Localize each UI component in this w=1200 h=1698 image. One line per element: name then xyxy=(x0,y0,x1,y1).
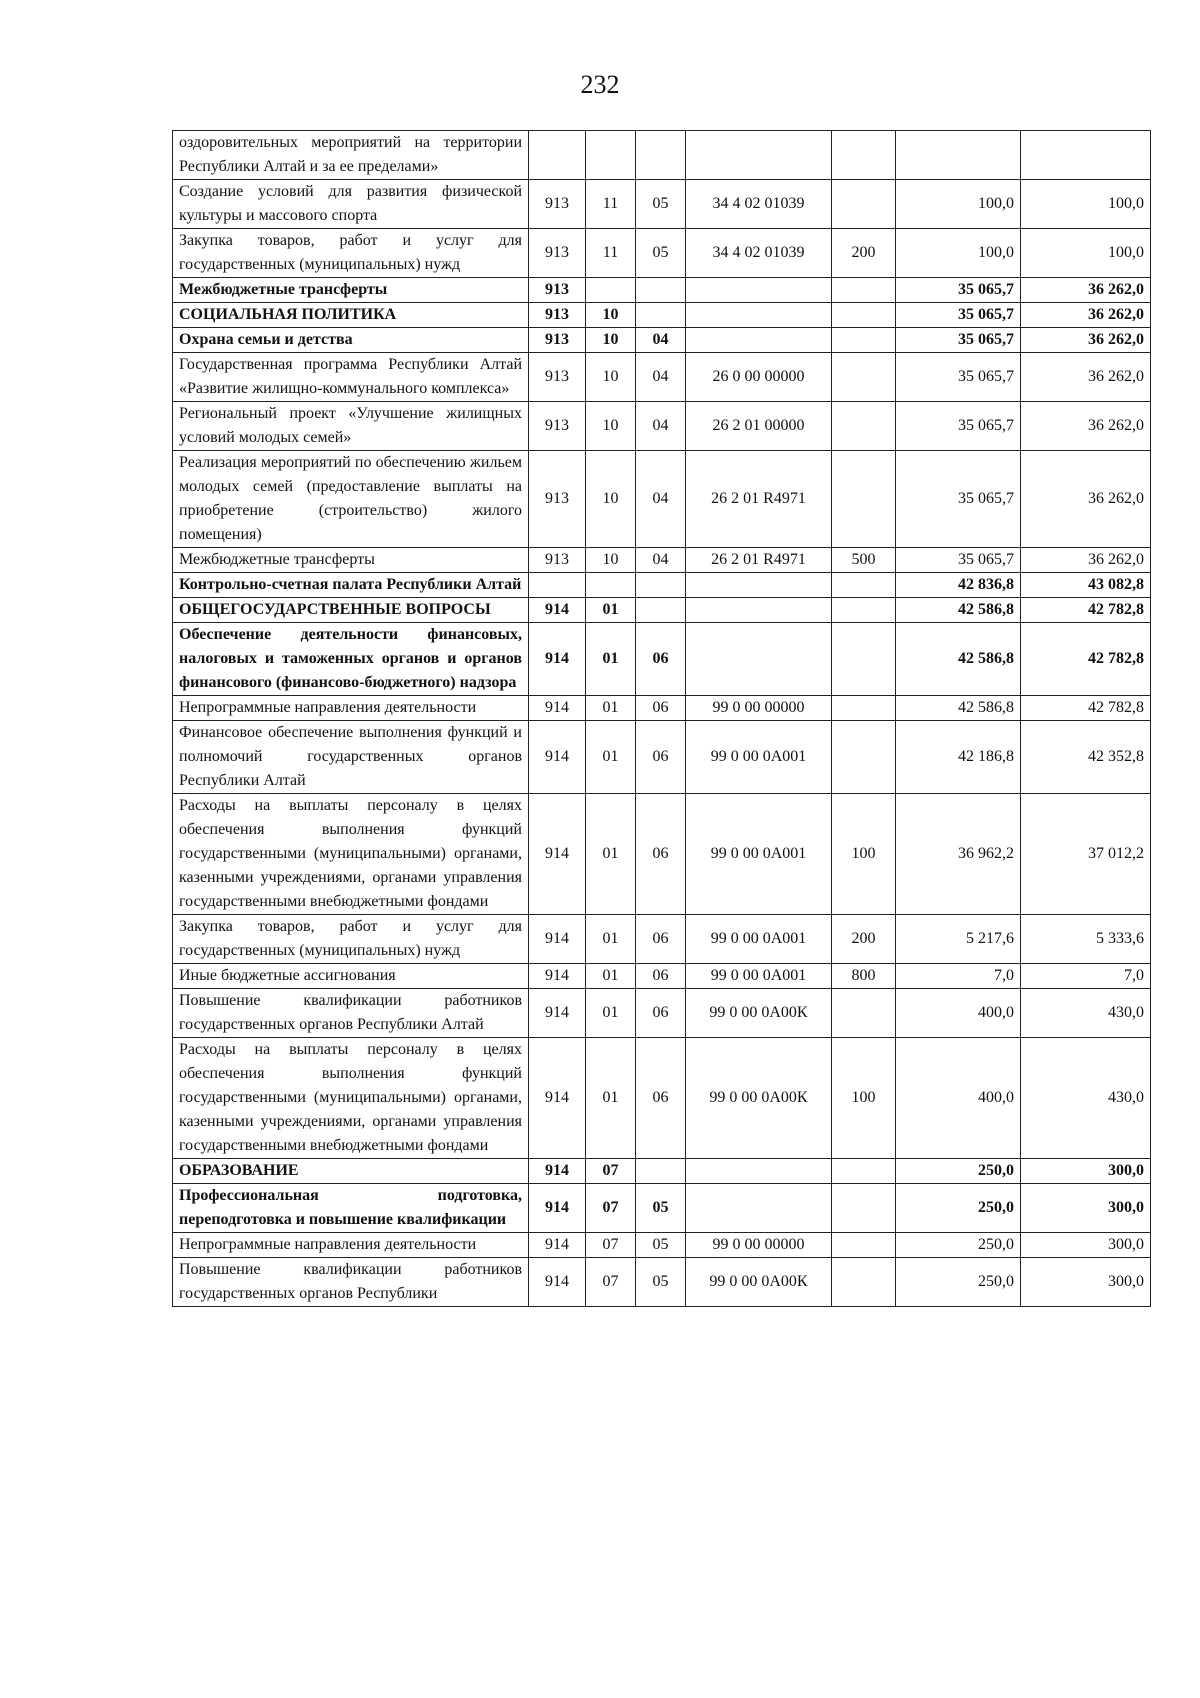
row-expense-type xyxy=(832,402,896,451)
row-admin-code: 913 xyxy=(529,180,586,229)
row-amount-year2: 5 333,6 xyxy=(1021,915,1151,964)
row-target-article: 99 0 00 00000 xyxy=(686,696,832,721)
row-section-code: 07 xyxy=(586,1258,636,1307)
row-name: Охрана семьи и детства xyxy=(173,328,529,353)
row-amount-year2: 36 262,0 xyxy=(1021,303,1151,328)
row-admin-code: 913 xyxy=(529,229,586,278)
row-amount-year2: 36 262,0 xyxy=(1021,548,1151,573)
row-target-article xyxy=(686,303,832,328)
row-expense-type: 200 xyxy=(832,915,896,964)
row-expense-type xyxy=(832,353,896,402)
row-section-code: 11 xyxy=(586,229,636,278)
row-section-code: 01 xyxy=(586,1038,636,1159)
table-row xyxy=(173,180,1151,229)
table-row xyxy=(173,229,1151,278)
row-expense-type: 100 xyxy=(832,1038,896,1159)
row-admin-code: 914 xyxy=(529,1233,586,1258)
row-amount-year2: 37 012,2 xyxy=(1021,794,1151,915)
table-row xyxy=(173,1159,1151,1184)
row-amount-year1: 35 065,7 xyxy=(896,278,1021,303)
table-row xyxy=(173,278,1151,303)
row-target-article xyxy=(686,1184,832,1233)
row-expense-type xyxy=(832,303,896,328)
row-amount-year1: 100,0 xyxy=(896,180,1021,229)
row-target-article xyxy=(686,573,832,598)
row-subsection-code xyxy=(636,303,686,328)
table-row xyxy=(173,989,1151,1038)
row-amount-year2: 42 782,8 xyxy=(1021,623,1151,696)
row-amount-year2: 36 262,0 xyxy=(1021,328,1151,353)
row-expense-type xyxy=(832,696,896,721)
row-subsection-code: 06 xyxy=(636,1038,686,1159)
row-amount-year1: 36 962,2 xyxy=(896,794,1021,915)
row-subsection-code xyxy=(636,1159,686,1184)
table-row xyxy=(173,623,1151,696)
row-amount-year1 xyxy=(896,131,1021,180)
row-amount-year1: 5 217,6 xyxy=(896,915,1021,964)
row-target-article xyxy=(686,328,832,353)
row-amount-year2: 100,0 xyxy=(1021,180,1151,229)
row-amount-year2: 100,0 xyxy=(1021,229,1151,278)
row-name: ОБЩЕГОСУДАРСТВЕННЫЕ ВОПРОСЫ xyxy=(173,598,529,623)
row-admin-code: 913 xyxy=(529,353,586,402)
row-subsection-code: 04 xyxy=(636,548,686,573)
row-admin-code: 913 xyxy=(529,303,586,328)
row-expense-type: 200 xyxy=(832,229,896,278)
row-section-code: 01 xyxy=(586,623,636,696)
row-expense-type: 800 xyxy=(832,964,896,989)
row-admin-code: 914 xyxy=(529,1184,586,1233)
row-section-code: 10 xyxy=(586,548,636,573)
row-target-article: 26 2 01 R4971 xyxy=(686,548,832,573)
row-amount-year2: 36 262,0 xyxy=(1021,278,1151,303)
row-name: Непрограммные направления деятельности xyxy=(173,696,529,721)
row-target-article: 26 2 01 R4971 xyxy=(686,451,832,548)
row-expense-type xyxy=(832,180,896,229)
row-amount-year1: 35 065,7 xyxy=(896,402,1021,451)
row-expense-type xyxy=(832,451,896,548)
row-target-article xyxy=(686,131,832,180)
row-name: Государственная программа Республики Алтай «Развитие жилищно-коммунального комплекса» xyxy=(173,353,529,402)
table-row xyxy=(173,402,1151,451)
row-subsection-code xyxy=(636,131,686,180)
row-name: Профессиональная подготовка, переподготовка и повышение квалификации xyxy=(173,1184,529,1233)
row-name: ОБРАЗОВАНИЕ xyxy=(173,1159,529,1184)
row-name: СОЦИАЛЬНАЯ ПОЛИТИКА xyxy=(173,303,529,328)
row-expense-type xyxy=(832,1159,896,1184)
row-name: Закупка товаров, работ и услуг для государственных (муниципальных) нужд xyxy=(173,915,529,964)
row-section-code: 01 xyxy=(586,989,636,1038)
row-admin-code: 913 xyxy=(529,402,586,451)
row-target-article xyxy=(686,278,832,303)
row-amount-year1: 250,0 xyxy=(896,1233,1021,1258)
row-section-code: 01 xyxy=(586,964,636,989)
row-amount-year2: 42 782,8 xyxy=(1021,696,1151,721)
row-target-article: 26 2 01 00000 xyxy=(686,402,832,451)
row-amount-year2: 430,0 xyxy=(1021,1038,1151,1159)
row-subsection-code: 06 xyxy=(636,721,686,794)
row-name: Расходы на выплаты персоналу в целях обеспечения выполнения функций государственными (муниципальными) органами, казенными учреждениями, органами управления государственными внебюджетными фондами xyxy=(173,1038,529,1159)
row-section-code: 01 xyxy=(586,598,636,623)
table-row xyxy=(173,573,1151,598)
row-amount-year2: 300,0 xyxy=(1021,1184,1151,1233)
row-amount-year1: 42 836,8 xyxy=(896,573,1021,598)
row-expense-type: 500 xyxy=(832,548,896,573)
row-subsection-code: 04 xyxy=(636,353,686,402)
row-expense-type xyxy=(832,1184,896,1233)
row-name: Закупка товаров, работ и услуг для государственных (муниципальных) нужд xyxy=(173,229,529,278)
row-name: Контрольно-счетная палата Республики Алтай xyxy=(173,573,529,598)
row-subsection-code: 04 xyxy=(636,402,686,451)
row-admin-code: 913 xyxy=(529,451,586,548)
row-amount-year2: 43 082,8 xyxy=(1021,573,1151,598)
row-name: Повышение квалификации работников государственных органов Республики xyxy=(173,1258,529,1307)
table-row xyxy=(173,696,1151,721)
row-section-code: 10 xyxy=(586,402,636,451)
table-row xyxy=(173,328,1151,353)
row-amount-year1: 250,0 xyxy=(896,1184,1021,1233)
row-admin-code xyxy=(529,573,586,598)
row-admin-code: 914 xyxy=(529,794,586,915)
row-amount-year2: 300,0 xyxy=(1021,1159,1151,1184)
row-expense-type xyxy=(832,131,896,180)
row-target-article: 99 0 00 0А001 xyxy=(686,794,832,915)
row-amount-year1: 35 065,7 xyxy=(896,353,1021,402)
row-subsection-code: 06 xyxy=(636,989,686,1038)
row-subsection-code xyxy=(636,278,686,303)
row-admin-code: 914 xyxy=(529,964,586,989)
row-subsection-code: 04 xyxy=(636,451,686,548)
row-target-article xyxy=(686,598,832,623)
row-target-article: 99 0 00 0А00К xyxy=(686,1258,832,1307)
table-row xyxy=(173,131,1151,180)
row-section-code xyxy=(586,573,636,598)
row-admin-code: 914 xyxy=(529,1258,586,1307)
row-amount-year1: 400,0 xyxy=(896,989,1021,1038)
row-admin-code: 914 xyxy=(529,1159,586,1184)
row-target-article: 26 0 00 00000 xyxy=(686,353,832,402)
row-target-article: 99 0 00 0А00К xyxy=(686,1038,832,1159)
row-subsection-code: 05 xyxy=(636,229,686,278)
row-name: оздоровительных мероприятий на территории Республики Алтай и за ее пределами» xyxy=(173,131,529,180)
row-subsection-code: 05 xyxy=(636,1184,686,1233)
row-expense-type xyxy=(832,721,896,794)
table-row xyxy=(173,303,1151,328)
row-admin-code xyxy=(529,131,586,180)
row-subsection-code: 06 xyxy=(636,623,686,696)
table-row xyxy=(173,1258,1151,1307)
row-expense-type xyxy=(832,328,896,353)
row-subsection-code: 05 xyxy=(636,1258,686,1307)
row-name: Иные бюджетные ассигнования xyxy=(173,964,529,989)
row-section-code: 10 xyxy=(586,451,636,548)
row-expense-type xyxy=(832,573,896,598)
row-amount-year1: 42 586,8 xyxy=(896,623,1021,696)
row-amount-year1: 42 586,8 xyxy=(896,696,1021,721)
row-amount-year1: 250,0 xyxy=(896,1159,1021,1184)
row-amount-year2 xyxy=(1021,131,1151,180)
row-amount-year2: 42 782,8 xyxy=(1021,598,1151,623)
row-subsection-code: 06 xyxy=(636,794,686,915)
row-admin-code: 914 xyxy=(529,696,586,721)
table-row xyxy=(173,721,1151,794)
table-row xyxy=(173,598,1151,623)
row-admin-code: 914 xyxy=(529,598,586,623)
row-name: Финансовое обеспечение выполнения функций и полномочий государственных органов Республики Алтай xyxy=(173,721,529,794)
row-expense-type xyxy=(832,1258,896,1307)
row-target-article: 99 0 00 0А001 xyxy=(686,721,832,794)
table-row xyxy=(173,1184,1151,1233)
row-target-article: 99 0 00 0А001 xyxy=(686,964,832,989)
row-subsection-code: 06 xyxy=(636,964,686,989)
row-section-code: 07 xyxy=(586,1184,636,1233)
row-amount-year1: 35 065,7 xyxy=(896,451,1021,548)
row-amount-year2: 36 262,0 xyxy=(1021,402,1151,451)
row-amount-year2: 36 262,0 xyxy=(1021,353,1151,402)
row-amount-year2: 430,0 xyxy=(1021,989,1151,1038)
table-row xyxy=(173,1038,1151,1159)
row-section-code xyxy=(586,131,636,180)
table-row xyxy=(173,451,1151,548)
row-amount-year1: 42 586,8 xyxy=(896,598,1021,623)
row-expense-type xyxy=(832,1233,896,1258)
row-expense-type: 100 xyxy=(832,794,896,915)
row-admin-code: 914 xyxy=(529,623,586,696)
row-target-article: 99 0 00 0А001 xyxy=(686,915,832,964)
row-section-code: 07 xyxy=(586,1159,636,1184)
row-target-article xyxy=(686,623,832,696)
row-name: Расходы на выплаты персоналу в целях обеспечения выполнения функций государственными (муниципальными) органами, казенными учреждениями, органами управления государственными внебюджетными фондами xyxy=(173,794,529,915)
row-subsection-code: 05 xyxy=(636,1233,686,1258)
row-amount-year1: 35 065,7 xyxy=(896,328,1021,353)
table-body xyxy=(173,131,1151,1307)
table-row xyxy=(173,964,1151,989)
row-name: Создание условий для развития физической культуры и массового спорта xyxy=(173,180,529,229)
row-target-article: 99 0 00 0А00К xyxy=(686,989,832,1038)
row-section-code: 01 xyxy=(586,721,636,794)
row-target-article: 34 4 02 01039 xyxy=(686,180,832,229)
row-subsection-code xyxy=(636,598,686,623)
row-admin-code: 913 xyxy=(529,278,586,303)
row-name: Повышение квалификации работников государственных органов Республики Алтай xyxy=(173,989,529,1038)
row-amount-year1: 35 065,7 xyxy=(896,548,1021,573)
row-section-code: 10 xyxy=(586,353,636,402)
row-amount-year2: 300,0 xyxy=(1021,1233,1151,1258)
row-target-article: 99 0 00 00000 xyxy=(686,1233,832,1258)
table-row xyxy=(173,794,1151,915)
row-admin-code: 914 xyxy=(529,1038,586,1159)
row-amount-year1: 35 065,7 xyxy=(896,303,1021,328)
row-admin-code: 913 xyxy=(529,548,586,573)
row-section-code: 01 xyxy=(586,794,636,915)
table-row xyxy=(173,915,1151,964)
row-admin-code: 913 xyxy=(529,328,586,353)
row-amount-year2: 300,0 xyxy=(1021,1258,1151,1307)
row-amount-year1: 250,0 xyxy=(896,1258,1021,1307)
row-subsection-code: 06 xyxy=(636,696,686,721)
row-admin-code: 914 xyxy=(529,915,586,964)
row-subsection-code: 05 xyxy=(636,180,686,229)
row-amount-year2: 42 352,8 xyxy=(1021,721,1151,794)
row-target-article xyxy=(686,1159,832,1184)
row-subsection-code: 04 xyxy=(636,328,686,353)
row-section-code: 01 xyxy=(586,915,636,964)
row-amount-year1: 7,0 xyxy=(896,964,1021,989)
row-expense-type xyxy=(832,623,896,696)
row-expense-type xyxy=(832,989,896,1038)
row-name: Региональный проект «Улучшение жилищных условий молодых семей» xyxy=(173,402,529,451)
row-amount-year1: 100,0 xyxy=(896,229,1021,278)
table-row xyxy=(173,353,1151,402)
row-section-code: 10 xyxy=(586,328,636,353)
row-subsection-code: 06 xyxy=(636,915,686,964)
row-target-article: 34 4 02 01039 xyxy=(686,229,832,278)
row-name: Реализация мероприятий по обеспечению жильем молодых семей (предоставление выплаты на приобретение (строительство) жилого помещения) xyxy=(173,451,529,548)
row-admin-code: 914 xyxy=(529,989,586,1038)
row-subsection-code xyxy=(636,573,686,598)
row-section-code xyxy=(586,278,636,303)
row-name: Межбюджетные трансферты xyxy=(173,278,529,303)
row-name: Непрограммные направления деятельности xyxy=(173,1233,529,1258)
budget-table xyxy=(172,130,1151,1307)
row-name: Обеспечение деятельности финансовых, налоговых и таможенных органов и органов финансового (финансово-бюджетного) надзора xyxy=(173,623,529,696)
row-expense-type xyxy=(832,278,896,303)
row-expense-type xyxy=(832,598,896,623)
row-section-code: 11 xyxy=(586,180,636,229)
table-row xyxy=(173,1233,1151,1258)
row-section-code: 10 xyxy=(586,303,636,328)
row-name: Межбюджетные трансферты xyxy=(173,548,529,573)
row-section-code: 01 xyxy=(586,696,636,721)
table-row xyxy=(173,548,1151,573)
page-number: 232 xyxy=(580,70,620,99)
row-amount-year2: 36 262,0 xyxy=(1021,451,1151,548)
row-amount-year1: 42 186,8 xyxy=(896,721,1021,794)
row-admin-code: 914 xyxy=(529,721,586,794)
row-amount-year2: 7,0 xyxy=(1021,964,1151,989)
row-amount-year1: 400,0 xyxy=(896,1038,1021,1159)
row-section-code: 07 xyxy=(586,1233,636,1258)
